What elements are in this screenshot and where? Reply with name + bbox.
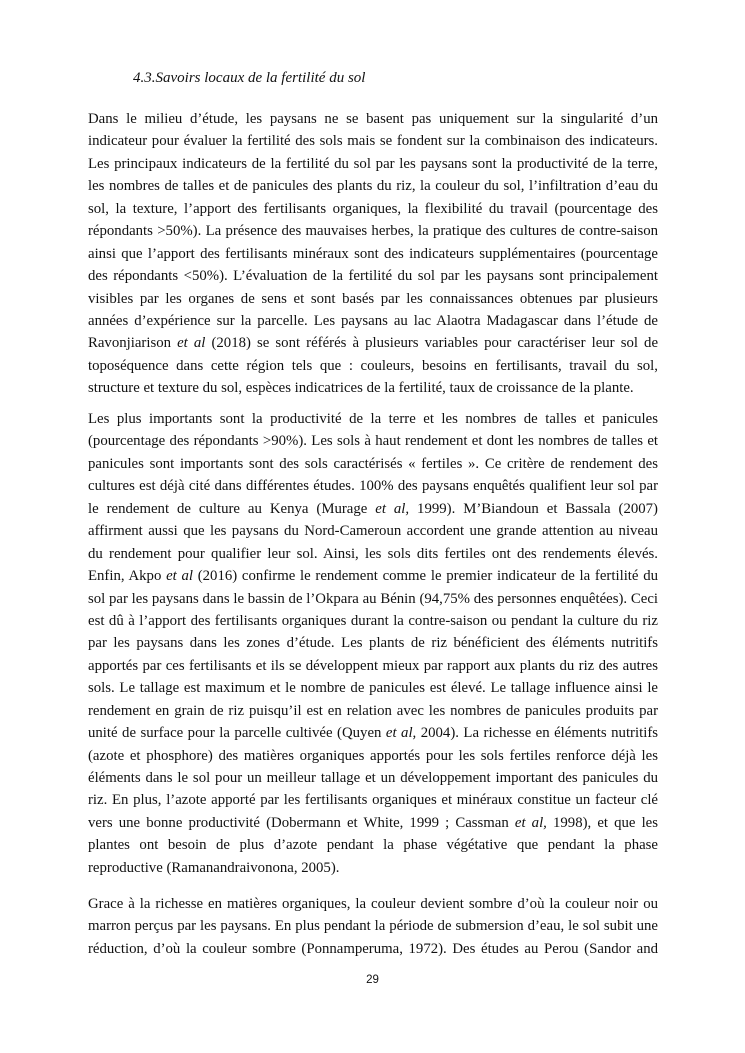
text-line — [88, 430, 658, 452]
italic-text: et al — [177, 335, 206, 352]
text-line — [88, 834, 658, 856]
text-run: ainsi que l’apport des fertilisants minéraux sont des indicateurs supplémentaires (pourcentage — [88, 245, 658, 262]
text-run: (azote et phosphore) des matières organiques apportés pour les sols fertiles renforce déjà les — [88, 747, 658, 764]
text-run: panicules sont importants sont des sols caractérisés « fertiles ». Ce critère de rendement des — [88, 455, 658, 472]
text-line — [88, 198, 658, 220]
text-run: 1999). M’Biandoun et Bassala (2007) — [409, 500, 658, 517]
text-run: vers une bonne productivité (Dobermann et White, 1999 ; Cassman — [88, 814, 515, 831]
text-run: Enfin, Akpo — [88, 568, 167, 585]
text-line — [88, 789, 658, 811]
text-run: unité de surface pour la parcelle cultivée (Quyen — [88, 725, 386, 742]
text-run: réduction, d’où la couleur sombre (Ponnamperuma, 1972). Des études au Perou (Sandor and — [88, 940, 658, 957]
text-line — [88, 220, 658, 242]
text-run: visibles par les organes de sens et sont basés par les connaissances obtenues par plusieurs — [88, 290, 658, 307]
text-run: structure et texture du sol, espèces indicatrices de la fertilité, taux de croissance de la plante. — [88, 380, 634, 397]
text-line — [88, 543, 658, 565]
text-run: les nombres de talles et de panicules des plants du riz, la couleur du sol, l’infiltration d’eau du — [88, 178, 658, 195]
text-run: est dû à l’apport des fertilisants organiques durant la contre-saison ou pendant la culture du riz — [88, 612, 658, 629]
text-run: Grace à la richesse en matières organiques, la couleur devient sombre d’où la couleur noir ou — [88, 896, 658, 912]
text-line — [88, 108, 658, 130]
text-run: indicateur pour évaluer la fertilité des sols mais se fondent sur la combinaison des indicateurs. — [88, 133, 658, 150]
text-run: éléments dans le sol pour un meilleur tallage et un développement important des panicules du — [88, 770, 658, 786]
text-line — [88, 408, 658, 430]
text-line — [88, 377, 658, 399]
text-line — [88, 588, 658, 610]
text-run: (2016) confirme le rendement comme le premier indicateur de la fertilité du — [193, 568, 658, 585]
text-run: apportés par ces fertilisants et ils se développent mieux par rapport aux plants du riz des autres — [88, 657, 658, 674]
text-line — [88, 175, 658, 197]
text-line — [88, 700, 658, 722]
text-line — [88, 310, 658, 332]
text-line — [88, 475, 658, 497]
text-run: rendement en grain de riz puisqu’il est en relation avec les nombres de panicules produits par — [88, 702, 658, 719]
text-run: toposéquence dans cette région tels que : couleurs, besoins en fertilisants, travail du sol, — [88, 357, 658, 374]
paragraph — [88, 408, 658, 879]
text-run: le rendement de culture au Kenya (Murage — [88, 500, 376, 517]
text-run: Les plus importants sont la productivité de la terre et les nombres de talles et panicules — [88, 411, 658, 427]
text-line — [88, 153, 658, 175]
text-line — [88, 520, 658, 542]
text-line — [88, 130, 658, 152]
text-line — [88, 857, 658, 879]
text-run: reproductive (Ramanandraivonona, 2005). — [88, 859, 340, 876]
text-line — [88, 655, 658, 677]
text-line — [88, 938, 658, 960]
text-run: Dans le milieu d’étude, les paysans ne se basent pas uniquement sur la singularité d’un — [88, 111, 658, 127]
text-run: (pourcentage des répondants >90%). Les sols à haut rendement et dont les nombres de talles et — [88, 433, 658, 450]
text-line — [88, 893, 658, 915]
text-run: du rendement pour qualifier leur sol. Ainsi, les sols dits fertiles ont des rendements élevés. — [88, 545, 658, 562]
section-heading: 4.3.Savoirs locaux de la fertilité du sol — [133, 70, 366, 86]
text-line — [88, 745, 658, 767]
text-line — [88, 677, 658, 699]
text-line — [88, 915, 658, 937]
text-line — [88, 767, 658, 789]
text-line — [88, 355, 658, 377]
text-line — [88, 812, 658, 834]
italic-text: et al, — [514, 814, 547, 831]
italic-text: et al — [166, 568, 193, 585]
text-run: Les principaux indicateurs de la fertilité du sol par les paysans sont la productivité de la terre, — [88, 155, 658, 172]
text-run: sols. Le tallage est maximum et le nombre de panicules est élevé. Le tallage influence ainsi le — [88, 680, 658, 697]
text-run: affirment aussi que les paysans du Nord-Cameroun accordent une grande attention au niveau — [88, 523, 658, 540]
paragraph — [88, 893, 658, 960]
text-run: des répondants <50%). L’évaluation de la fertilité du sol par les paysans sont principalement — [88, 268, 658, 285]
text-run: 2004). La richesse en éléments nutritifs — [416, 725, 658, 742]
text-run: plantes ont besoin de plus d’azote pendant la phase végétative que pendant la phase — [88, 837, 658, 854]
text-line — [88, 610, 658, 632]
text-line — [88, 565, 658, 587]
text-run: cultures est déjà cité dans différentes études. 100% des paysans enquêtés qualifient leur sol par — [88, 478, 658, 495]
italic-text: et al, — [375, 500, 410, 517]
text-run: riz. En plus, l’azote apporté par les fertilisants organiques et minéraux constitue un facteur clé — [88, 792, 658, 809]
text-run: sol, la texture, l’apport des fertilisants organiques, la flexibilité du travail (pourcentage des — [88, 200, 658, 217]
text-run: années d’expérience sur la parcelle. Les paysans au lac Alaotra Madagascar dans l’étude de — [88, 312, 658, 329]
text-line — [88, 498, 658, 520]
text-line — [88, 288, 658, 310]
text-run: répondants >50%). La présence des mauvaises herbes, la pratique des cultures de contre-saison — [88, 223, 658, 240]
text-line — [88, 243, 658, 265]
text-run: (2018) se sont référés à plusieurs variables pour caractériser leur sol de — [205, 335, 659, 352]
text-run: marron perçus par les paysans. En plus pendant la période de submersion d’eau, le sol subit une — [88, 918, 658, 935]
paragraph — [88, 108, 658, 400]
text-run: 1998), et que les — [546, 814, 659, 831]
text-run: sol par les paysans dans le bassin de l’Okpara au Bénin (94,75% des personnes enquêtées). Ceci — [88, 590, 658, 607]
text-run: par les paysans dans les zones d’étude. Les plants de riz bénéficient des éléments nutritifs — [88, 635, 658, 652]
text-line — [88, 265, 658, 287]
text-line — [88, 332, 658, 354]
italic-text: et al, — [385, 725, 417, 742]
text-run: Ravonjiarison — [88, 335, 178, 352]
text-line — [88, 453, 658, 475]
text-line — [88, 632, 658, 654]
text-line — [88, 722, 658, 744]
page-number: 29 — [366, 974, 379, 986]
